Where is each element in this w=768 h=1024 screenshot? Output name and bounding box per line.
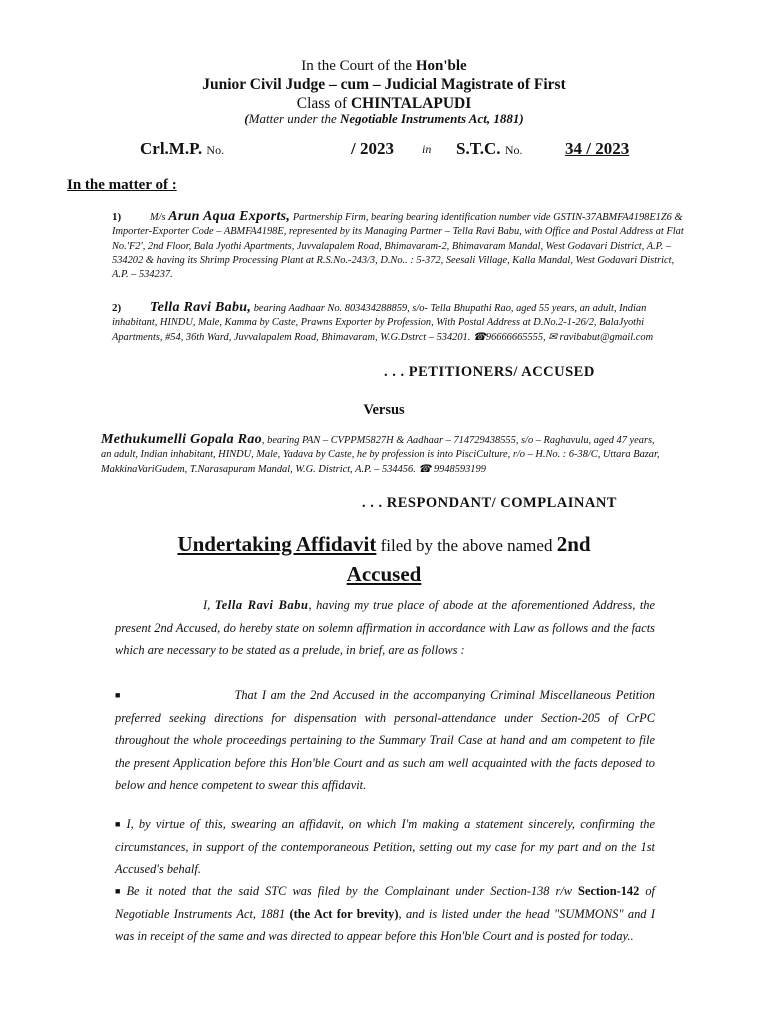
paragraph-2: ■ I, by virtue of this, swearing an affidavit, on which I'm making a statement sincerely, confirming the circumstances, in support of the contemporaneous Petition, setting out my case for my part and on the 1st Accused's behalf. — [115, 813, 655, 881]
respondent-role: . . . RESPONDANT/ COMPLAINANT — [362, 495, 617, 511]
intro-paragraph: I, Tella Ravi Babu, having my true place of abode at the aforementioned Address, the present 2nd Accused, do hereby state on solemn affirmation in accordance with Law as follows and the facts which are necessary to be stated as a prelude, in brief, are as follows : — [115, 598, 655, 657]
in-word: in — [422, 142, 432, 156]
petitioner-role: . . . PETITIONERS/ ACCUSED — [384, 364, 595, 380]
respondent-name: Methukumelli Gopala Rao — [101, 432, 262, 447]
court-line-2: Junior Civil Judge – cum – Judicial Magistrate of First — [202, 76, 566, 93]
square-bullet-icon: ■ — [115, 819, 121, 829]
stc-label: S.T.C. No. — [456, 139, 523, 158]
stc-value: 34 / 2023 — [565, 139, 630, 158]
crlmp-label: Crl.M.P. No. — [140, 139, 225, 158]
paragraph-1: ■ That I am the 2nd Accused in the accompanying Criminal Miscellaneous Petition preferred seeking directions for dispensation with personal-attendance under Section-205 of CrPC throughout the whole proceedings pertaining to the Summary Trail Case at hand and am competent to file the present Application before this Hon'ble Court and as such am well acquainted with the facts deposed to below and hence competent to swear this affidavit. — [115, 684, 655, 797]
paragraph-3: ■ Be it noted that the said STC was filed by the Complainant under Section-138 r/w Section-142 of Negotiable Instruments Act, 1881 (the Act for brevity), and is listed under the head "SUMMONS" and I was in receipt of the same and was directed to appear before this Hon'ble Court and is posted for today.. — [115, 880, 655, 948]
matter-heading: In the matter of : — [67, 177, 177, 193]
court-line-4: (Matter under the Negotiable Instruments Act, 1881) — [244, 111, 524, 126]
square-bullet-icon: ■ — [115, 886, 121, 896]
petitioner-2-name: Tella Ravi Babu, — [150, 300, 252, 315]
court-honble: Hon'ble — [415, 58, 467, 74]
petitioner-1: 1) M/s Arun Aqua Exports, Partnership Firm, bearing bearing identification number vide GSTIN-37ABMFA4198E1Z6 & Importer-Exporter Code – ABMFA4198E, represented by its Managing Partner – Tella Ravi Babu, with Office and Postal Address at Flat No.'F2', 2nd Floor, Bala Jyothi Apartments, Juvvalapalem Road, Bhimavaram-2, Bhimavaram Mandal, West Godavari District, A.P. – 534202 & having its Shrimp Processing Plant at R.S.No.-243/3, D.No.. : 5-372, Seesali Village, Kalla Mandal, West Godavari District, A.P. – 534237. — [112, 209, 684, 281]
deponent-name: Tella Ravi Babu — [214, 598, 309, 612]
affidavit-title: Undertaking Affidavit filed by the above named 2nd Accused — [177, 532, 591, 586]
court-line-1: In the Court of the Hon'ble — [301, 58, 467, 74]
petitioner-1-name: Arun Aqua Exports, — [168, 209, 291, 224]
crlmp-year: / 2023 — [351, 139, 394, 158]
square-bullet-icon: ■ — [115, 690, 121, 700]
court-place: CHINTALAPUDI — [350, 95, 472, 112]
respondent: Methukumelli Gopala Rao, bearing PAN – CVPPM5827H & Aadhaar – 714729438555, s/o – Raghavulu, aged 47 years, an adult, Indian inhabitant, HINDU, Male, Yadava by Caste, he by profession is into PisciCulture, r/o – H.No. : 6-38/C, Uttara Bazar, MakkinaVariGudem, T.Narasapuram Mandal, W.G. District, A.P. – 534456. ☎ 9948593199 — [101, 432, 660, 475]
petitioner-2: 2) Tella Ravi Babu, bearing Aadhaar No. 803434288859, s/o- Tella Bhupathi Rao, aged 55 years, an adult, Indian inhabitant, HINDU, Male, Kamma by Caste, Prawns Exporter by Profession, With Postal Address at D.No.2-1-26/2, BalaJyothi Apartments, #54, 36th Ward, Juvvalapalem Road, Bhimavaram, W.G.Dstrct – 534201. ☎96666665555, ✉ ravibabut@gmail.com — [112, 300, 654, 343]
court-line-3: Class of CHINTALAPUDI — [296, 95, 472, 112]
versus-label: Versus — [363, 402, 405, 418]
